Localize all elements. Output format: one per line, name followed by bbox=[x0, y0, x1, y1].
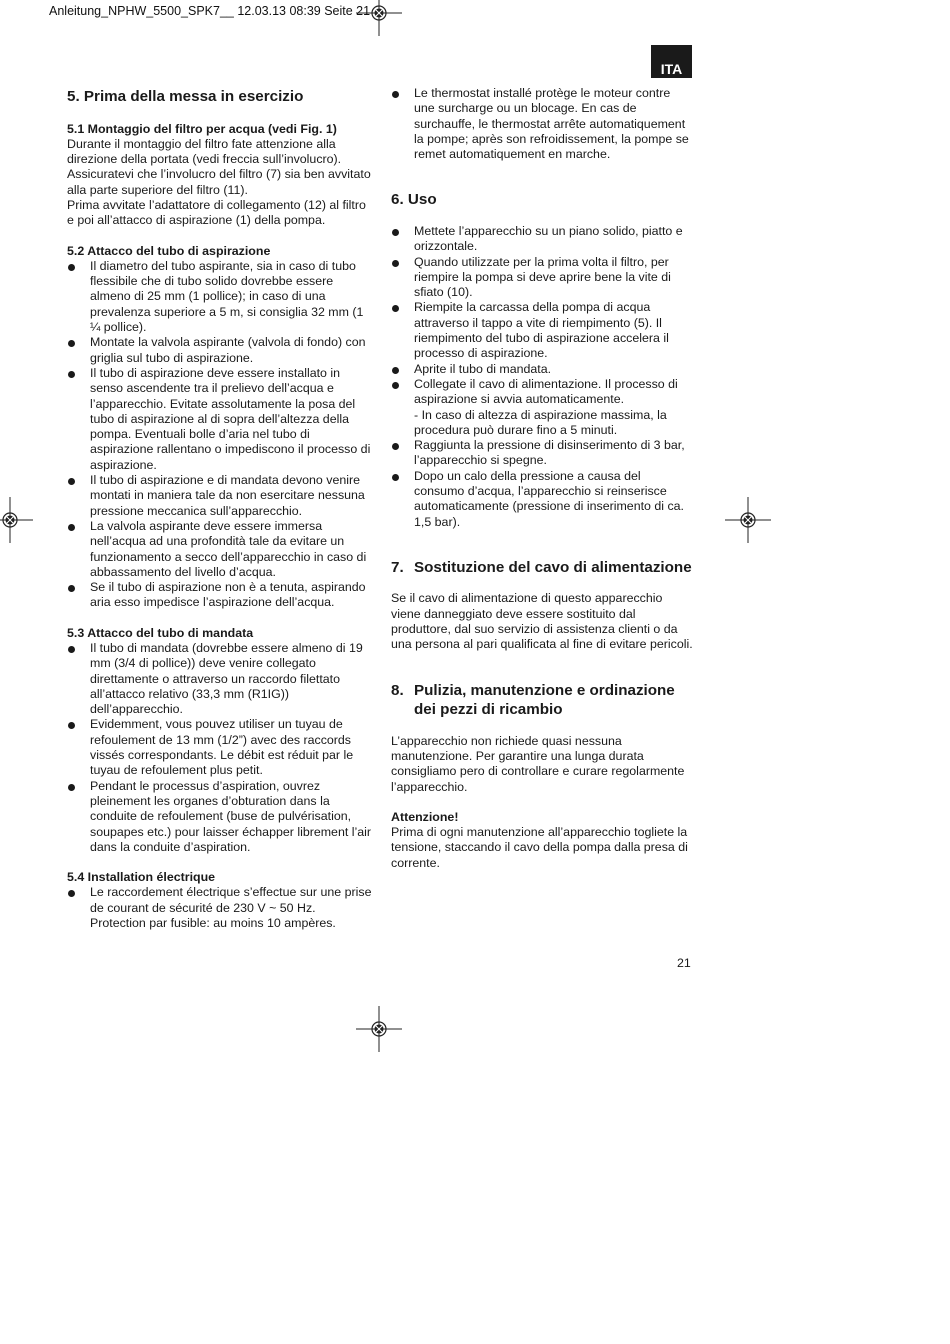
registration-mark-icon bbox=[0, 497, 33, 543]
list-item: Mettete l’apparecchio su un piano solido, piatto e orizzontale. bbox=[391, 224, 693, 255]
section-5-heading bbox=[67, 87, 372, 107]
paragraph: Durante il montaggio del filtro fate attenzione alla direzione della portata (vedi freccia sull’involucro). Assicuratevi che l’involucro del filtro (7) sia ben avvitato alla parte superiore del filtro (11). bbox=[67, 136, 371, 197]
subsection-5-1-title: 5.1 Montaggio del filtro per acqua (vedi Fig. 1) bbox=[67, 121, 337, 136]
bullet-list bbox=[67, 641, 372, 855]
paragraph: Prima avvitate l’adattatore di collegamento (12) al filtro e poi all’attacco di aspirazione (1) della pompa. bbox=[67, 197, 366, 228]
bullet-list bbox=[67, 885, 372, 931]
subsection-5-2-title: 5.2 Attacco del tubo di aspirazione bbox=[67, 243, 271, 258]
section-title: Uso bbox=[407, 191, 437, 209]
list-item: Le thermostat installé protège le moteur contre une surcharge ou un blocage. En cas de surchauffe, le thermostat arrête automatiquement la pompe; après son refroidissement, la pompe se remet automatiquement en marche. bbox=[391, 86, 693, 162]
registration-mark-icon bbox=[356, 0, 402, 36]
list-item: Il tubo di aspirazione e di mandata devono venire montati in maniera tale da non esercitare nessuna pressione meccanica sull’apparecchio. bbox=[67, 473, 372, 519]
list-item: Pendant le processus d’aspiration, ouvrez pleinement les organes d’obturation dans la conduite de refoulement (buse de pulvérisation, soupapes etc.) pour laisser échapper librement l’air dans la conduite d’aspiration. bbox=[67, 779, 372, 855]
list-item: Se il tubo di aspirazione non è a tenuta, aspirando aria esso impedisce l’aspirazione dell’acqua. bbox=[67, 580, 372, 611]
section-title: Sostituzione del cavo di alimentazione bbox=[414, 558, 692, 576]
paragraph: L’apparecchio non richiede quasi nessuna manutenzione. Per garantire una lunga durata consigliamo pero di controllare e curare regolarmente l’apparecchio. bbox=[391, 733, 685, 794]
left-column bbox=[67, 86, 372, 931]
section-8-heading bbox=[391, 681, 693, 720]
list-item: Il tubo di mandata (dovrebbe essere almeno di 19 mm (3/4 di pollice)) deve venire collegato direttamente o attraverso un raccordo filettato all’attacco relativo (33,3 mm (R1IG)) dell’apparecchio. bbox=[67, 641, 372, 717]
list-item bbox=[391, 377, 693, 438]
list-item: Dopo un calo della pressione a causa del consumo d’acqua, l’apparecchio si reinserisce automaticamente (pressione di inserimento di ca. 1,5 bar). bbox=[391, 469, 693, 530]
section-title: Prima della messa in esercizio bbox=[83, 88, 304, 105]
print-header: Anleitung_NPHW_5500_SPK7__ 12.03.13 08:39 Seite 21 bbox=[49, 4, 371, 18]
list-item: La valvola aspirante deve essere immersa nell’acqua ad una profondità tale da evitare un funzionamento a secco dell’apparecchio in caso di abbassamento del livello d’acqua. bbox=[67, 519, 372, 580]
list-item: Il diametro del tubo aspirante, sia in caso di tubo flessibile che di tubo solido dovrebbe essere almeno di 25 mm (1 pollice); in caso di una prevalenza superiore a 5 m, si consiglia 32 mm (1 ¼ pollice). bbox=[67, 259, 372, 335]
section-number: 6. bbox=[391, 191, 404, 209]
registration-mark-icon bbox=[356, 1006, 402, 1052]
section-number: 5. bbox=[67, 88, 80, 105]
section-6-heading bbox=[391, 190, 693, 210]
section-number: 8. bbox=[391, 681, 404, 699]
list-item: Il tubo di aspirazione deve essere installato in senso ascendente tra il prelievo dell’acqua e l’apparecchio. Evitate assolutamente la posa del tubo di aspirazione al di sopra dell’altezza della pompa. Eventuali bolle d’aria nel tubo di aspirazione rallentano o impediscono il processo di aspirazione. bbox=[67, 366, 372, 473]
list-item-note: - In caso di altezza di aspirazione massima, la procedura può durare fino a 5 minuti. bbox=[414, 407, 667, 437]
bullet-list bbox=[391, 224, 693, 530]
paragraph: Se il cavo di alimentazione di questo apparecchio viene danneggiato deve essere sostituito dal produttore, dal suo servizio di assistenza clienti o da una persona al pari qualificata al fine di evitare pericoli. bbox=[391, 591, 693, 652]
warning-label: Attenzione! bbox=[391, 809, 459, 824]
paragraph: Prima di ogni manutenzione all’apparecchio togliete la tensione, staccando il cavo della pompa dalla presa di corrente. bbox=[391, 825, 688, 870]
list-item: Raggiunta la pressione di disinserimento di 3 bar, l’apparecchio si spegne. bbox=[391, 438, 693, 469]
subsection-5-3-title: 5.3 Attacco del tubo di mandata bbox=[67, 625, 254, 640]
list-item: Quando utilizzate per la prima volta il filtro, per riempire la pompa si deve aprire bene la vite di sfiato (10). bbox=[391, 255, 693, 301]
section-7-heading bbox=[391, 558, 693, 578]
right-column bbox=[391, 86, 693, 871]
list-item: Montate la valvola aspirante (valvola di fondo) con griglia sul tubo di aspirazione. bbox=[67, 335, 372, 366]
section-number: 7. bbox=[391, 558, 404, 576]
section-title: Pulizia, manutenzione e ordinazione dei pezzi di ricambio bbox=[414, 681, 675, 719]
list-item: Evidemment, vous pouvez utiliser un tuyau de refoulement de 13 mm (1/2”) avec des raccords vissés correspondants. Le débit est réduit par le tuyau de refoulement plus petit. bbox=[67, 717, 372, 778]
list-item: Le raccordement électrique s’effectue sur une prise de courant de sécurité de 230 V ~ 50 Hz. Protection par fusible: au moins 10 ampères. bbox=[67, 885, 372, 931]
bullet-list bbox=[67, 259, 372, 611]
registration-mark-icon bbox=[725, 497, 771, 543]
page-number: 21 bbox=[677, 956, 691, 970]
list-item: Aprite il tubo di mandata. bbox=[391, 362, 693, 377]
bullet-list bbox=[391, 86, 693, 162]
list-item: Riempite la carcassa della pompa di acqua attraverso il tappo a vite di riempimento (5). Il riempimento del tubo di aspirazione accelera il processo di aspirazione. bbox=[391, 300, 693, 361]
subsection-5-4-title: 5.4 Installation électrique bbox=[67, 870, 216, 885]
language-tab: ITA bbox=[651, 45, 692, 78]
list-item-text: Collegate il cavo di alimentazione. Il processo di aspirazione si avvia automaticamente. bbox=[414, 376, 678, 407]
